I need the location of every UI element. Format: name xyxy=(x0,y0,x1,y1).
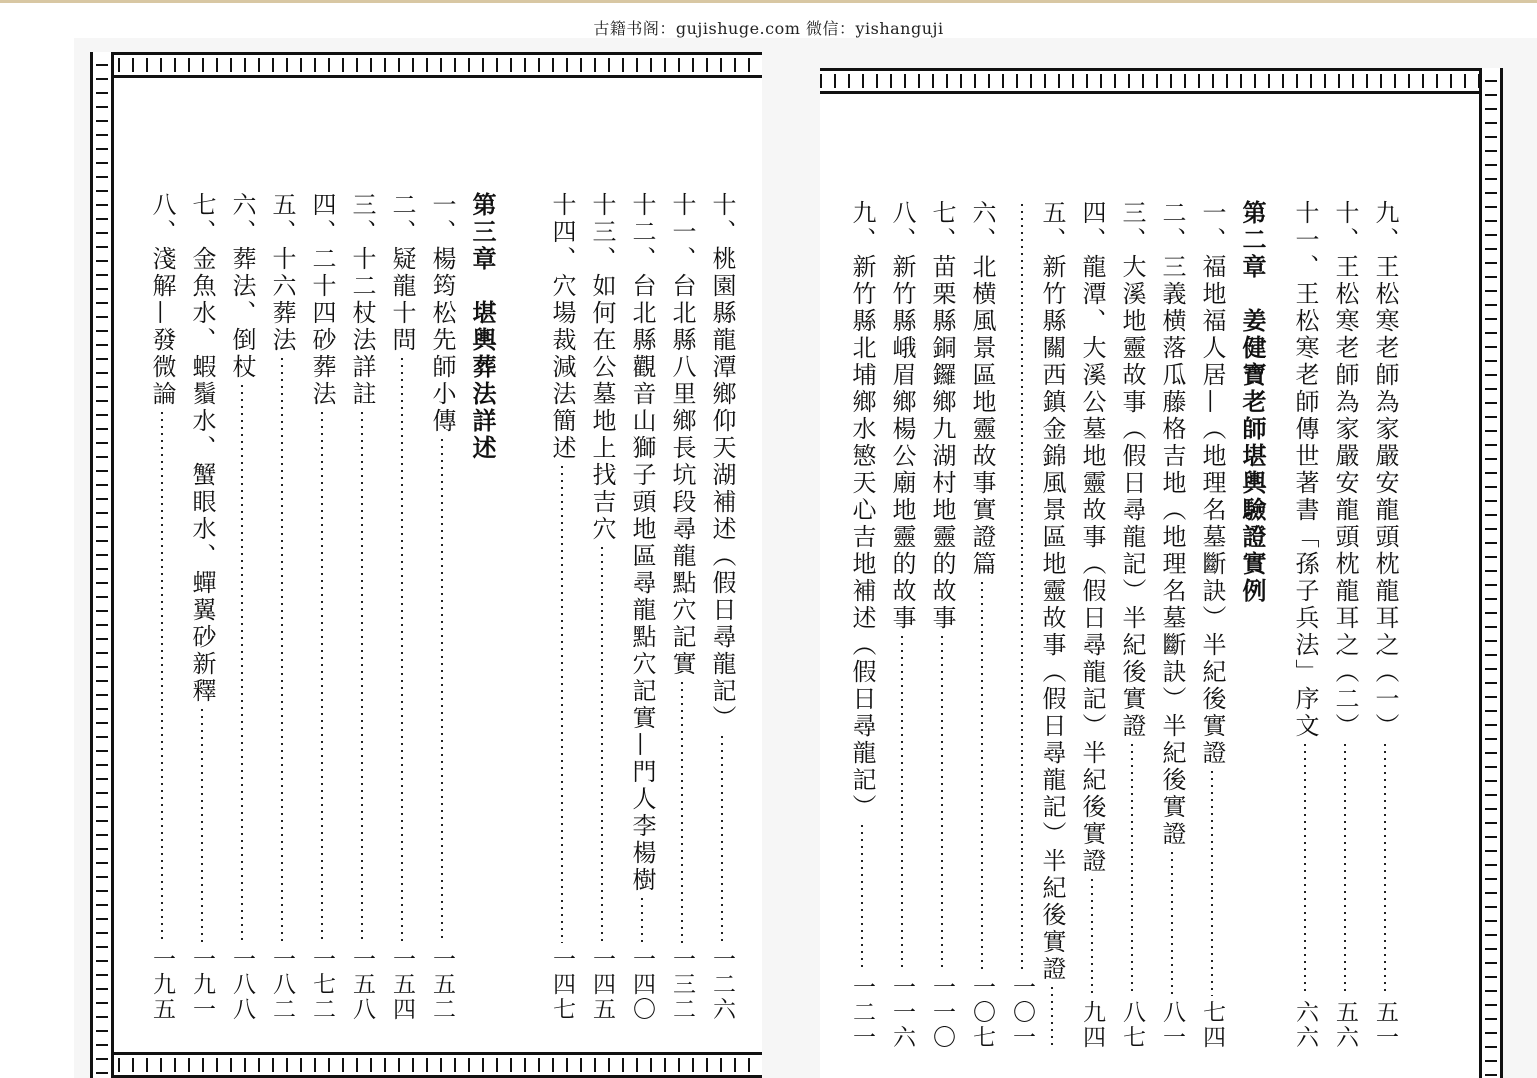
leader-dots xyxy=(321,412,323,943)
leader-dots xyxy=(1021,204,1023,971)
toc-page-number: 一九五 xyxy=(149,947,175,1022)
toc-page-number: 六六 xyxy=(1292,1000,1318,1050)
toc-entry xyxy=(1287,200,1323,1050)
leader-dots xyxy=(401,358,403,943)
toc-entry-title: 十一、台北縣八里鄉長坑段尋龍點穴記實 xyxy=(668,192,696,678)
leader-dots xyxy=(1091,879,1093,996)
toc-page-number: 七四 xyxy=(1199,1000,1225,1050)
toc-entry xyxy=(184,192,220,1022)
toc-page-number: 八一 xyxy=(1159,1000,1185,1050)
chapter-heading: 第二章 姜健寶老師堪輿驗證實例 xyxy=(1238,200,1267,605)
toc-entry xyxy=(664,192,700,1022)
toc-entry xyxy=(224,192,260,1022)
toc-entry xyxy=(464,192,500,1022)
toc-page-number: 九四 xyxy=(1079,1000,1105,1050)
leader-dots xyxy=(1211,771,1213,996)
toc-entry-title: 七、金魚水、蝦鬚水、蟹眼水、蟬翼砂新釋 xyxy=(188,192,216,705)
toc-entry xyxy=(344,192,380,1022)
left-page-top-border xyxy=(90,52,762,78)
leader-dots xyxy=(241,385,243,943)
toc-entry xyxy=(264,192,300,1022)
toc-entry xyxy=(884,200,920,1050)
toc-page-number: 一四五 xyxy=(589,947,615,1022)
toc-page-number: 一四七 xyxy=(549,947,575,1022)
toc-page-number: 一八八 xyxy=(229,947,255,1022)
right-page-right-border xyxy=(1479,68,1503,1078)
leader-dots xyxy=(361,412,363,943)
toc-entry xyxy=(304,192,340,1022)
toc-page-number: 一四〇 xyxy=(629,947,655,1022)
toc-entry-title: 三、十二杖法詳註 xyxy=(348,192,376,408)
toc-page-number: 一二一 xyxy=(849,975,875,1050)
leader-dots xyxy=(601,547,603,943)
toc-entry xyxy=(1234,200,1270,1050)
toc-entry-title: 十三、如何在公墓地上找吉穴 xyxy=(588,192,616,543)
toc-page-number: 一〇一 xyxy=(1009,975,1035,1050)
leader-dots xyxy=(981,582,983,971)
toc-entry xyxy=(1074,200,1110,1050)
toc-entry xyxy=(964,200,1000,1050)
leader-dots xyxy=(1051,987,1053,1046)
toc-entry-title: 四、龍潭、大溪公墓地靈故事（假日尋龍記）半紀後實證 xyxy=(1078,200,1106,875)
toc-entry-title: 四、二十四砂葬法 xyxy=(308,192,336,408)
toc-entry-title: 十、王松寒老師為家嚴安龍頭枕龍耳之（二） xyxy=(1331,200,1359,740)
toc-entry-title: 三、大溪地靈故事（假日尋龍記）半紀後實證 xyxy=(1118,200,1146,740)
toc-page-number: 五一 xyxy=(1372,1000,1398,1050)
toc-entry xyxy=(1154,200,1190,1050)
toc-entry-title: 五、新竹縣關西鎮金錦風景區地靈故事（假日尋龍記）半紀後實證 xyxy=(1038,200,1066,983)
toc-page-number: 一一六 xyxy=(889,975,915,1050)
toc-entry-title: 六、葬法、倒杖 xyxy=(228,192,256,381)
toc-entry xyxy=(424,192,460,1022)
toc-entry-title: 九、王松寒老師為家嚴安龍頭枕龍耳之（一） xyxy=(1371,200,1399,740)
toc-entry-title: 六、北横風景區地靈故事實證篇 xyxy=(968,200,996,578)
toc-page-number: 一九一 xyxy=(189,947,215,1022)
toc-entry xyxy=(1327,200,1363,1050)
toc-entry xyxy=(624,192,660,1022)
toc-entry xyxy=(544,192,580,1022)
toc-entry-title: 十二、台北縣觀音山獅子頭地區尋龍點穴記實—門人李楊樹 xyxy=(628,192,656,894)
toc-entry xyxy=(844,200,880,1050)
toc-entry-title: 十、桃園縣龍潭鄉仰天湖補述（假日尋龍記） xyxy=(708,192,736,732)
leader-dots xyxy=(1344,744,1346,996)
toc-page-number: 一三二 xyxy=(669,947,695,1022)
leader-dots xyxy=(1304,744,1306,996)
right-page xyxy=(820,68,1503,1078)
toc-entry-title: 二、疑龍十問 xyxy=(388,192,416,354)
leader-dots xyxy=(1384,744,1386,996)
leader-dots xyxy=(161,412,163,943)
toc-page-number: 八七 xyxy=(1119,1000,1145,1050)
toc-entry-title: 十一、王松寒老師傳世著書「孫子兵法」序文 xyxy=(1291,200,1319,740)
top-rule xyxy=(0,0,1537,3)
site-watermark: 古籍书阁：gujishuge.com 微信：yishanguji xyxy=(593,19,944,38)
toc-page-number: 一五二 xyxy=(429,947,455,1022)
toc-page-number: 一一〇 xyxy=(929,975,955,1050)
leader-dots xyxy=(721,736,723,943)
toc-entry-title: 八、淺解—發微論 xyxy=(148,192,176,408)
toc-entry-title: 一、楊筠松先師小傳 xyxy=(428,192,456,435)
toc-entry-title: 十四、穴場裁減法簡述 xyxy=(548,192,576,462)
toc-entry xyxy=(1194,200,1230,1050)
toc-page-number: 一二六 xyxy=(709,947,735,1022)
leader-dots xyxy=(201,709,203,943)
toc-page-number: 一八二 xyxy=(269,947,295,1022)
toc-entry-title: 二、三義横落瓜藤格吉地（地理名墓斷訣）半紀後實證 xyxy=(1158,200,1186,848)
toc-entry xyxy=(584,192,620,1022)
left-page xyxy=(90,52,762,1078)
leader-dots xyxy=(941,636,943,971)
toc-entry-title: 七、苗栗縣銅鑼鄉九湖村地靈的故事 xyxy=(928,200,956,632)
toc-entry xyxy=(144,192,180,1022)
toc-entry xyxy=(1114,200,1150,1050)
toc-entry xyxy=(1004,200,1040,1050)
toc-entry xyxy=(924,200,960,1050)
leader-dots xyxy=(641,898,643,943)
toc-page-number: 一〇七 xyxy=(969,975,995,1050)
leader-dots xyxy=(681,682,683,943)
toc-entry-title: 九、新竹縣北埔鄉水慜天心吉地補述（假日尋龍記） xyxy=(848,200,876,821)
leader-dots xyxy=(281,358,283,943)
left-page-bottom-border xyxy=(90,1052,762,1078)
toc-page-number: 五六 xyxy=(1332,1000,1358,1050)
leader-dots xyxy=(441,439,443,943)
toc-entry-title: 八、新竹縣峨眉鄉楊公廟地靈的故事 xyxy=(888,200,916,632)
toc-entry xyxy=(1367,200,1403,1050)
leader-dots xyxy=(1171,852,1173,996)
toc-entry-title: 一、福地福人居—（地理名墓斷訣）半紀後實證 xyxy=(1198,200,1226,767)
toc-entry xyxy=(704,192,740,1022)
toc-page-number: 一五八 xyxy=(349,947,375,1022)
toc-entry-title: 五、十六葬法 xyxy=(268,192,296,354)
leader-dots xyxy=(1131,744,1133,996)
leader-dots xyxy=(861,825,863,971)
leader-dots xyxy=(561,466,563,943)
toc-page-number: 一七二 xyxy=(309,947,335,1022)
toc-page-number: 一五四 xyxy=(389,947,415,1022)
toc-entry xyxy=(384,192,420,1022)
right-page-top-border xyxy=(820,68,1503,94)
chapter-heading: 第三章 堪輿葬法詳述 xyxy=(468,192,497,462)
left-page-left-border xyxy=(90,52,114,1078)
leader-dots xyxy=(901,636,903,971)
